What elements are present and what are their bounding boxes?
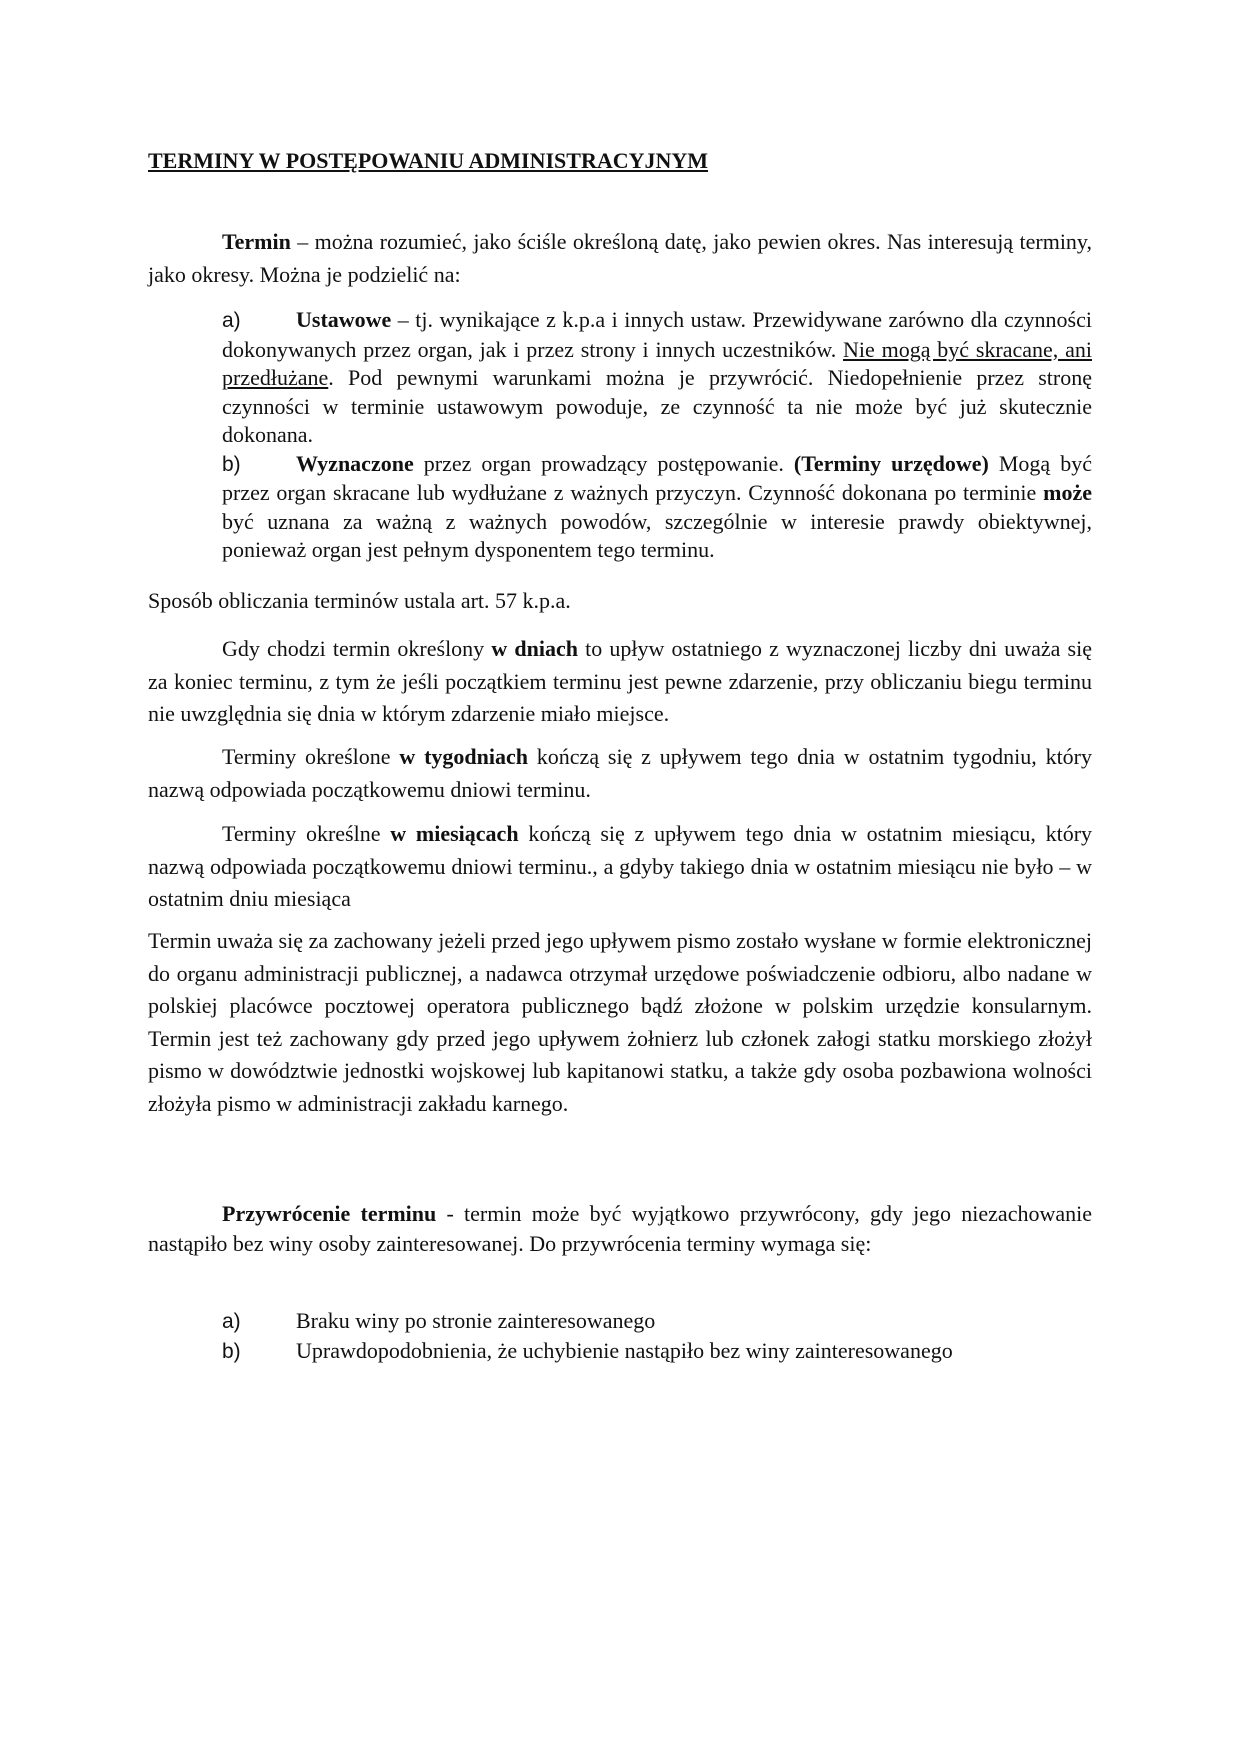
- weeks-paragraph: [148, 741, 1092, 806]
- underlined-text: Nie mogą być skracane, ani przedłużane: [222, 336, 1092, 390]
- computation-intro: Sposób obliczania terminów ustala art. 57 k.p.a.: [148, 588, 571, 613]
- paragraph-text: Gdy chodzi termin określony: [222, 636, 492, 661]
- restoration-term: Przywrócenie terminu: [222, 1201, 437, 1226]
- list-item: [222, 1306, 1092, 1336]
- intro-term: Termin: [222, 229, 291, 254]
- type-term: Ustawowe: [296, 307, 392, 332]
- list-item: [222, 306, 1092, 450]
- preserved-paragraph: Termin uważa się za zachowany jeżeli przed jego upływem pismo zostało wysłane w formie elektronicznej do organu administracji publicznej, a nadawca otrzymał urzędowe poświadczenie odbioru, albo nadane w polskiej placówce pocztowej operatora publicznego bądź złożone w polskim urzędzie konsularnym. Termin jest też zachowany gdy przed jego upływem żołnierz lub członek załogi statku morskiego złożył pismo w dowództwie jednostki wojskowej lub kapitanowi statku, a także gdy osoba pozbawiona wolności złożyła pismo w administracji zakładu karnego.: [148, 928, 1092, 1116]
- type-term: Wyznaczone: [296, 450, 414, 476]
- restoration-paragraph: [148, 1199, 1092, 1259]
- requirement-text: Braku winy po stronie zainteresowanego: [296, 1308, 656, 1333]
- paragraph-text: kończą się z upływem tego dnia w ostatnim tygodniu, który nazwą odpowiada początkowemu dniowi terminu.: [148, 744, 1093, 802]
- type-text: Mogą być przez organ skracane lub wydłużane z ważnych przyczyn. Czynność dokonana po terminie: [222, 450, 1092, 505]
- list-marker: a): [222, 1310, 241, 1333]
- months-paragraph: [148, 818, 1092, 916]
- intro-text: – można rozumieć, jako ściśle określoną datę, jako pewien okres. Nas interesują terminy, jako okresy. Można je podzielić na:: [148, 229, 1092, 287]
- list-item: [222, 1336, 1092, 1366]
- type-text: przez organ prowadzący postępowanie.: [413, 450, 794, 476]
- bold-note: (Terminy urzędowe): [793, 450, 989, 476]
- type-text: być uznana za ważną z ważnych powodów, szczególnie w interesie prawdy obiektywnej, ponieważ organ jest pełnym dysponentem tego terminu.: [222, 508, 1092, 562]
- document-title: TERMINY W POSTĘPOWANIU ADMINISTRACYJNYM: [148, 148, 709, 173]
- paragraph-text: to upływ ostatniego z wyznaczonej liczby dni uważa się za koniec terminu, z tym że jeśli początkiem terminu jest pewne zdarzenie, przy obliczaniu biegu terminu nie uwzględnia się dnia w którym zdarzenie miało miejsce.: [148, 636, 1092, 726]
- paragraph-text: - termin może być wyjątkowo przywrócony, gdy jego niezachowanie nastąpiło bez winy osoby zainteresowanej. Do przywrócenia terminy wymaga się:: [148, 1201, 1092, 1256]
- bold-phrase: w tygodniach: [399, 744, 528, 769]
- paragraph-text: kończą się z upływem tego dnia w ostatnim miesiącu, który nazwą odpowiada początkowemu dniowi terminu., a gdyby takiego dnia w ostatnim miesiącu nie było – w ostatnim dniu miesiąca: [148, 821, 1093, 911]
- list-marker: b): [222, 1340, 241, 1363]
- bold-phrase: w dniach: [491, 636, 578, 661]
- requirement-text: Uprawdopodobnienia, że uchybienie nastąpiło bez winy zainteresowanego: [296, 1338, 953, 1363]
- list-marker: a): [222, 309, 241, 332]
- list-marker: b): [222, 452, 241, 476]
- requirements-list: [222, 1306, 1092, 1366]
- paragraph-text: Terminy określone: [222, 744, 400, 769]
- intro-paragraph: [148, 226, 1092, 291]
- paragraph-text: Terminy określne: [222, 821, 391, 846]
- term-types-list: [222, 306, 1092, 565]
- type-text: – tj. wynikające z k.p.a i innych ustaw. Przewidywane zarówno dla czynności dokonywanych przez organ, jak i przez strony i innych uczestników.: [222, 307, 1092, 362]
- type-text: . Pod pewnymi warunkami można je przywrócić. Niedopełnienie przez stronę czynności w terminie ustawowym powoduje, ze czynność ta nie może być już skutecznie dokonana.: [222, 365, 1092, 447]
- bold-phrase: w miesiącach: [390, 821, 519, 846]
- days-paragraph: [148, 633, 1092, 731]
- bold-word: może: [1043, 480, 1092, 505]
- list-item: [222, 450, 1092, 565]
